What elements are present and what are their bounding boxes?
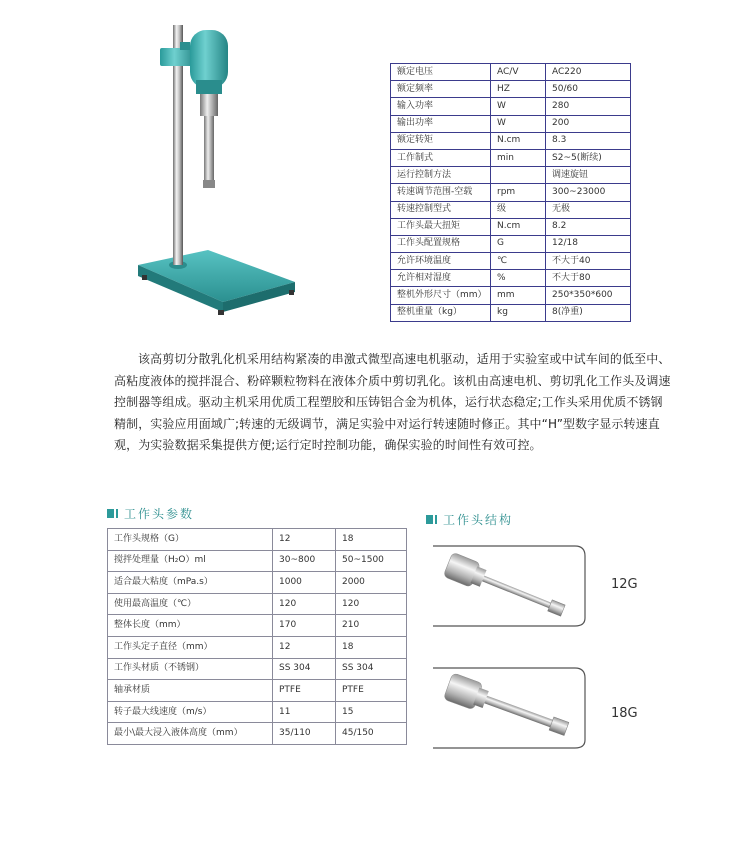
param-12g-cell: 120 xyxy=(273,593,336,615)
work-head-row xyxy=(108,723,407,745)
work-head-18g-image xyxy=(425,662,590,752)
spec-unit-cell: 级 xyxy=(491,201,546,218)
spec-value-cell: 300~23000 xyxy=(546,184,631,201)
spec-unit-cell: N.cm xyxy=(491,218,546,235)
spec-unit-cell: % xyxy=(491,270,546,287)
spec-row xyxy=(391,287,631,304)
spec-row xyxy=(391,270,631,287)
param-12g-cell: 170 xyxy=(273,615,336,637)
spec-name-cell: 运行控制方法 xyxy=(391,167,491,184)
heading-bar-icon xyxy=(435,515,437,524)
param-name-cell: 工作头材质（不锈钢） xyxy=(108,658,273,680)
work-head-structure-title: 工作头结构 xyxy=(443,513,514,527)
param-18g-cell: 18 xyxy=(336,529,407,551)
param-12g-cell: 35/110 xyxy=(273,723,336,745)
heading-bar-icon xyxy=(116,509,118,518)
param-18g-cell: SS 304 xyxy=(336,658,407,680)
work-head-row xyxy=(108,615,407,637)
spec-value-cell: 12/18 xyxy=(546,235,631,252)
spec-row xyxy=(391,98,631,115)
work-head-12g-image xyxy=(425,540,590,630)
work-head-row xyxy=(108,593,407,615)
param-12g-cell: PTFE xyxy=(273,680,336,702)
spec-name-cell: 工作制式 xyxy=(391,149,491,166)
param-name-cell: 最小\最大浸入液体高度（mm） xyxy=(108,723,273,745)
spec-name-cell: 允许相对湿度 xyxy=(391,270,491,287)
spec-value-cell: S2~5(断续) xyxy=(546,149,631,166)
spec-value-cell: 8(净重) xyxy=(546,304,631,321)
spec-row xyxy=(391,304,631,321)
product-description: 该高剪切分散乳化机采用结构紧凑的串激式微型高速电机驱动，适用于实验室或中试车间的低至中、高粘度液体的搅拌混合、粉碎颗粒物料在液体介质中剪切乳化。该机由高速电机、剪切乳化工作头及调速控制器等组成。驱动主机采用优质工程塑胶和压铸铝合金为机体，运行状态稳定;工作头采用优质不锈钢精制，实验应用面域广;转速的无级调节，满足实验中对运行转速随时修正。其中“H”型数字显示转速直观，为实验数据采集提供方便;运行定时控制功能，确保实验的时间性有效可控。 xyxy=(114,352,671,453)
work-head-table xyxy=(107,528,407,745)
param-12g-cell: 12 xyxy=(273,529,336,551)
param-name-cell: 整体长度（mm） xyxy=(108,615,273,637)
spec-value-cell: 200 xyxy=(546,115,631,132)
spec-unit-cell: kg xyxy=(491,304,546,321)
param-12g-cell: 12 xyxy=(273,636,336,658)
spec-value-cell: 8.3 xyxy=(546,132,631,149)
spec-row xyxy=(391,253,631,270)
spec-name-cell: 输出功率 xyxy=(391,115,491,132)
work-head-params-title: 工作头参数 xyxy=(124,507,195,521)
param-18g-cell: 50~1500 xyxy=(336,550,407,572)
spec-name-cell: 转速调节范围-空载 xyxy=(391,184,491,201)
spec-name-cell: 允许环境温度 xyxy=(391,253,491,270)
work-head-row xyxy=(108,680,407,702)
structure-label-12g: 12G xyxy=(611,577,638,592)
param-12g-cell: 11 xyxy=(273,701,336,723)
param-name-cell: 转子最大线速度（m/s） xyxy=(108,701,273,723)
param-name-cell: 搅拌处理量（H₂O）ml xyxy=(108,550,273,572)
spec-value-cell: 无极 xyxy=(546,201,631,218)
spec-value-cell: 280 xyxy=(546,98,631,115)
spec-value-cell: 8.2 xyxy=(546,218,631,235)
param-18g-cell: 15 xyxy=(336,701,407,723)
spec-row xyxy=(391,218,631,235)
spec-row xyxy=(391,115,631,132)
spec-unit-cell: W xyxy=(491,115,546,132)
spec-value-cell: AC220 xyxy=(546,64,631,81)
heading-square-icon xyxy=(107,509,114,518)
spec-row xyxy=(391,81,631,98)
spec-name-cell: 整机重量（kg） xyxy=(391,304,491,321)
structure-label-18g: 18G xyxy=(611,706,638,721)
spec-row xyxy=(391,132,631,149)
spec-unit-cell: ℃ xyxy=(491,253,546,270)
param-name-cell: 轴承材质 xyxy=(108,680,273,702)
spec-row xyxy=(391,184,631,201)
param-name-cell: 工作头规格（G） xyxy=(108,529,273,551)
spec-value-cell: 不大于40 xyxy=(546,253,631,270)
spec-name-cell: 额定电压 xyxy=(391,64,491,81)
param-18g-cell: PTFE xyxy=(336,680,407,702)
spec-unit-cell: HZ xyxy=(491,81,546,98)
param-18g-cell: 2000 xyxy=(336,572,407,594)
spec-unit-cell: min xyxy=(491,149,546,166)
work-head-row xyxy=(108,701,407,723)
param-12g-cell: 1000 xyxy=(273,572,336,594)
param-name-cell: 适合最大粘度（mPa.s） xyxy=(108,572,273,594)
work-head-row xyxy=(108,658,407,680)
spec-unit-cell: N.cm xyxy=(491,132,546,149)
spec-unit-cell: AC/V xyxy=(491,64,546,81)
param-18g-cell: 120 xyxy=(336,593,407,615)
spec-row xyxy=(391,201,631,218)
param-18g-cell: 210 xyxy=(336,615,407,637)
spec-name-cell: 工作头最大扭矩 xyxy=(391,218,491,235)
spec-value-cell: 50/60 xyxy=(546,81,631,98)
spec-unit-cell: rpm xyxy=(491,184,546,201)
spec-name-cell: 整机外形尺寸（mm） xyxy=(391,287,491,304)
spec-unit-cell: G xyxy=(491,235,546,252)
work-head-params-heading xyxy=(107,505,194,522)
spec-unit-cell xyxy=(491,167,546,184)
work-head-row xyxy=(108,529,407,551)
work-head-row xyxy=(108,636,407,658)
spec-name-cell: 额定转矩 xyxy=(391,132,491,149)
spec-row xyxy=(391,235,631,252)
param-name-cell: 使用最高温度（℃） xyxy=(108,593,273,615)
heading-square-icon xyxy=(426,515,433,524)
spec-name-cell: 工作头配置规格 xyxy=(391,235,491,252)
spec-value-cell: 250*350*600 xyxy=(546,287,631,304)
param-18g-cell: 18 xyxy=(336,636,407,658)
spec-name-cell: 转速控制型式 xyxy=(391,201,491,218)
work-head-row xyxy=(108,572,407,594)
spec-row xyxy=(391,149,631,166)
spec-row xyxy=(391,64,631,81)
param-18g-cell: 45/150 xyxy=(336,723,407,745)
spec-row xyxy=(391,167,631,184)
spec-name-cell: 额定频率 xyxy=(391,81,491,98)
spec-table xyxy=(390,63,631,322)
spec-unit-cell: W xyxy=(491,98,546,115)
param-12g-cell: 30~800 xyxy=(273,550,336,572)
spec-value-cell: 不大于80 xyxy=(546,270,631,287)
spec-value-cell: 调速旋钮 xyxy=(546,167,631,184)
spec-name-cell: 输入功率 xyxy=(391,98,491,115)
work-head-structure-heading xyxy=(426,511,513,528)
param-name-cell: 工作头定子直径（mm） xyxy=(108,636,273,658)
spec-unit-cell: mm xyxy=(491,287,546,304)
homogenizer-product-image xyxy=(120,20,320,320)
work-head-row xyxy=(108,550,407,572)
param-12g-cell: SS 304 xyxy=(273,658,336,680)
